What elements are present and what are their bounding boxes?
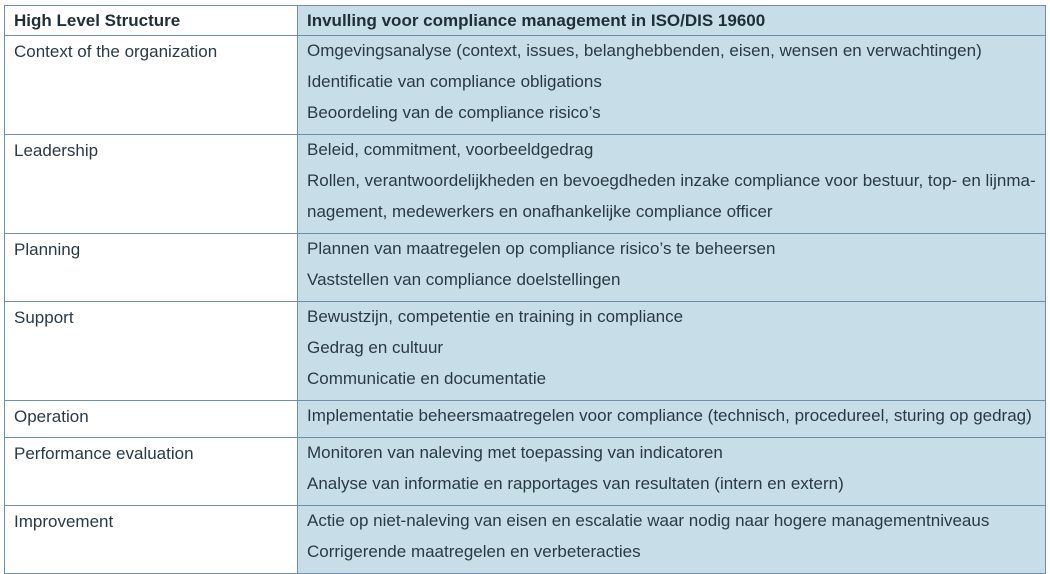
row-content-cell	[298, 135, 1046, 234]
table-row	[5, 506, 1046, 574]
content-line: Actie op niet-naleving van eisen en escalatie waar nodig naar hogere managementniveaus	[307, 511, 990, 530]
content-line: Monitoren van naleving met toepassing van indicatoren	[307, 443, 723, 462]
row-label: Context of the organization	[14, 42, 218, 61]
table-row	[5, 401, 1046, 438]
row-label-cell	[5, 401, 298, 438]
row-label: Improvement	[14, 512, 114, 531]
table-row	[5, 438, 1046, 506]
header-invulling: Invulling voor compliance management in ISO/DIS 19600	[298, 6, 1046, 36]
table-row	[5, 36, 1046, 135]
row-label-cell	[5, 135, 298, 234]
content-line: Bewustzijn, competentie en training in compliance	[307, 307, 684, 326]
content-line: Beleid, commitment, voorbeeldgedrag	[307, 140, 594, 159]
header-high-level-structure: High Level Structure	[5, 6, 298, 36]
row-label-cell	[5, 438, 298, 506]
content-line: nagement, medewerkers en onafhankelijke compliance officer	[307, 202, 773, 221]
content-line: Identificatie van compliance obligations	[307, 72, 602, 91]
content-line: Beoordeling van de compliance risico’s	[307, 103, 601, 122]
table-row	[5, 135, 1046, 234]
row-label-cell	[5, 234, 298, 302]
content-line: Vaststellen van compliance doelstellingen	[307, 270, 621, 289]
content-line: Omgevingsanalyse (context, issues, belanghebbenden, eisen, wensen en verwachtingen)	[307, 41, 982, 60]
content-line: Communicatie en documentatie	[307, 369, 547, 388]
content-line: Rollen, verantwoordelijkheden en bevoegdheden inzake compliance voor bestuur, top- en lijnma-	[307, 171, 1036, 190]
row-label: Support	[14, 308, 74, 327]
hls-compliance-table	[4, 5, 1046, 574]
row-label-cell	[5, 302, 298, 401]
table-row	[5, 302, 1046, 401]
row-label-cell	[5, 36, 298, 135]
row-content-cell	[298, 36, 1046, 135]
row-content-cell	[298, 506, 1046, 574]
row-label-cell	[5, 506, 298, 574]
row-content-cell	[298, 438, 1046, 506]
content-line: Plannen van maatregelen op compliance risico’s te beheersen	[307, 239, 776, 258]
document-page	[4, 5, 1045, 574]
row-label: Leadership	[14, 141, 99, 160]
content-line: Analyse van informatie en rapportages van resultaten (intern en extern)	[307, 474, 844, 493]
content-line: Corrigerende maatregelen en verbeteracties	[307, 542, 641, 561]
row-content-cell	[298, 302, 1046, 401]
content-line: Implementatie beheersmaatregelen voor compliance (technisch, procedureel, sturing op gedrag)	[307, 406, 1032, 425]
row-label: Performance evaluation	[14, 444, 194, 463]
content-line: Gedrag en cultuur	[307, 338, 444, 357]
row-content-cell	[298, 234, 1046, 302]
header-row	[5, 6, 1046, 36]
row-label: Operation	[14, 407, 89, 426]
table-row	[5, 234, 1046, 302]
row-content-cell	[298, 401, 1046, 438]
row-label: Planning	[14, 240, 81, 259]
